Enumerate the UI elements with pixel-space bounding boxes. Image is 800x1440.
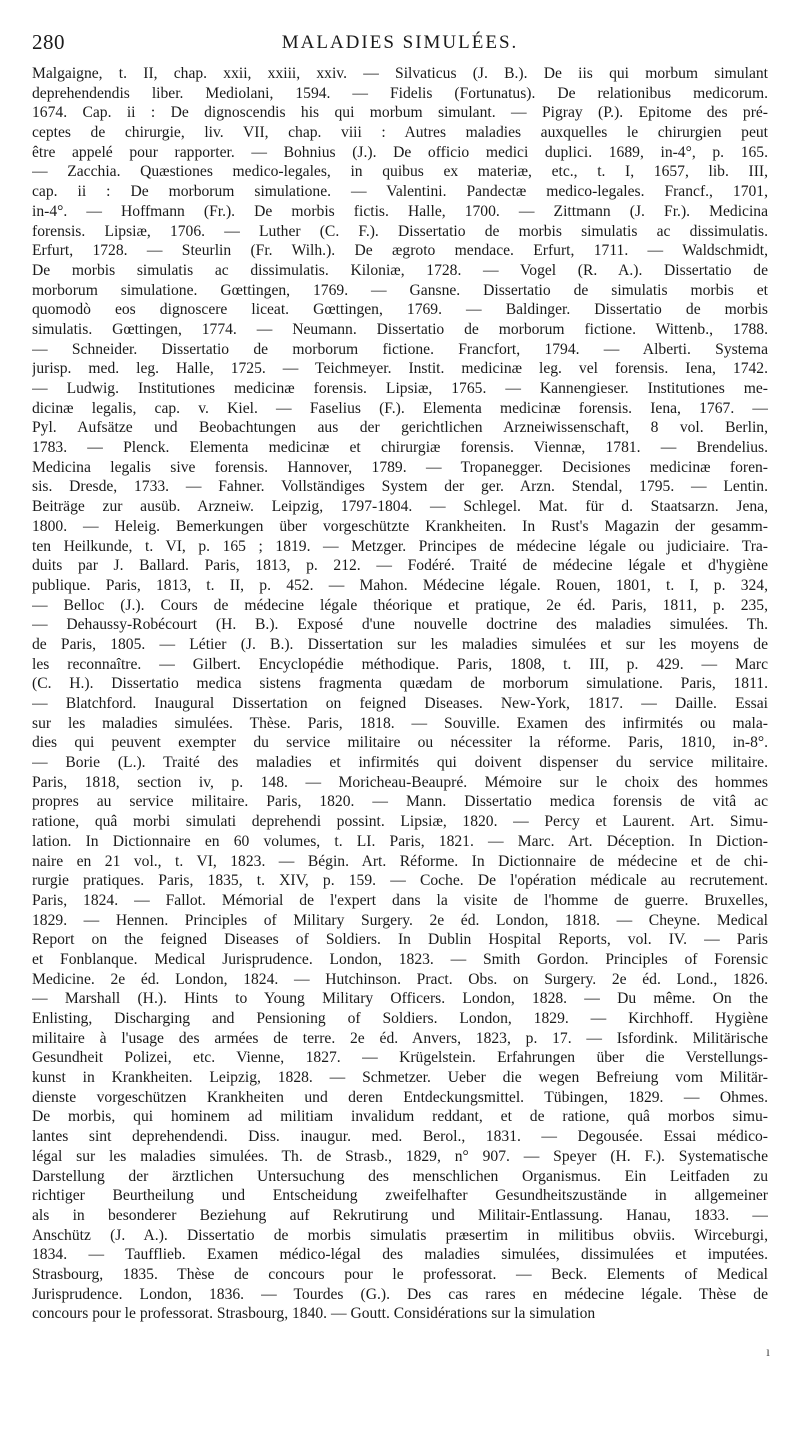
text-line: (C. H.). Dissertatio medica sistens fragmenta quædam de morborum simulatione. Paris, 1811.: [32, 675, 768, 693]
text-line: sur les maladies simulées. Thèse. Paris, 1818. — Souville. Examen des infirmités ou mala-: [32, 714, 768, 732]
text-line: Paris, 1824. — Fallot. Mémorial de l'expert dans la visite de l'homme de guerre. Bruxelles,: [32, 891, 768, 909]
text-line: concours pour le professorat. Strasbourg, 1840. — Goutt. Considérations sur la simulation: [32, 1305, 596, 1323]
text-line: 1783. — Plenck. Elementa medicinæ et chirurgiæ forensis. Viennæ, 1781. — Brendelius.: [32, 439, 768, 457]
text-line: ratione, quâ morbi simulati deprehendi possint. Lipsiæ, 1820. — Percy et Laurent. Art. Simu-: [32, 813, 768, 831]
text-line: 1834. — Taufflieb. Examen médico-légal des maladies simulées, dissimulées et imputées.: [32, 1246, 768, 1264]
text-line: — Blatchford. Inaugural Dissertation on feigned Diseases. New-York, 1817. — Daille. Essai: [32, 695, 768, 712]
text-line: publique. Paris, 1813, t. II, p. 452. — Mahon. Médecine légale. Rouen, 1801, t. I, p. 324,: [32, 576, 768, 594]
text-line: als in besonderer Beziehung auf Rekrutirung und Militair-Entlassung. Hanau, 1833. —: [32, 1206, 768, 1224]
text-line: Erfurt, 1728. — Steurlin (Fr. Wilh.). De ægroto mendace. Erfurt, 1711. — Waldschmidt,: [32, 242, 768, 260]
text-line: Medicine. 2e éd. London, 1824. — Hutchinson. Pract. Obs. on Surgery. 2e éd. Lond., 1826.: [32, 970, 768, 988]
page-header: [32, 30, 768, 56]
text-line: — Zacchia. Quæstiones medico-legales, in quibus ex materiæ, etc., t. I, 1657, lib. III,: [32, 163, 768, 181]
text-line: les reconnaître. — Gilbert. Encyclopédie méthodique. Paris, 1808, t. III, p. 429. — Marc: [32, 655, 768, 673]
text-line: kunst in Krankheiten. Leipzig, 1828. — Schmetzer. Ueber die wegen Befreiung vom Militär-: [32, 1069, 768, 1087]
text-line: jurisp. med. leg. Halle, 1725. — Teichmeyer. Instit. medicinæ leg. vel forensis. Iena, 1742.: [32, 360, 768, 378]
text-line: cap. ii : De morborum simulatione. — Valentini. Pandectæ medico-legales. Francf., 1701,: [32, 183, 768, 201]
text-line: duits par J. Ballard. Paris, 1813, p. 212. — Fodéré. Traité de médecine légale et d'hygiène: [32, 557, 768, 575]
text-line: ten Heilkunde, t. VI, p. 165 ; 1819. — Metzger. Principes de médecine légale ou judiciaire. Tra-: [32, 537, 768, 555]
text-line: — Belloc (J.). Cours de médecine légale théorique et pratique, 2e éd. Paris, 1811, p. 235,: [32, 596, 768, 614]
text-line: Beiträge zur ausüb. Arzneiw. Leipzig, 1797-1804. — Schlegel. Mat. für d. Staatsarzn. Jena,: [32, 498, 768, 516]
text-line: Report on the feigned Diseases of Soldiers. In Dublin Hospital Reports, vol. IV. — Paris: [32, 931, 768, 949]
text-line: lantes sint deprehendendi. Diss. inaugur. med. Berol., 1831. — Degousée. Essai médico-: [32, 1128, 768, 1146]
text-line: Gesundheit Polizei, etc. Vienne, 1827. — Krügelstein. Erfahrungen über die Verstellungs-: [32, 1049, 768, 1067]
text-line: — Schneider. Dissertatio de morborum fictione. Francfort, 1794. — Alberti. Systema: [32, 340, 768, 358]
text-line: Anschütz (J. A.). Dissertatio de morbis simulatis præsertim in militibus obviis. Wirceburgi,: [32, 1226, 768, 1244]
text-line: et Fonblanque. Medical Jurisprudence. London, 1823. — Smith Gordon. Principles of Forensic: [32, 950, 768, 968]
text-line: être appelé pour rapporter. — Bohnius (J.). De officio medici duplici. 1689, in-4°, p. 165.: [32, 143, 768, 161]
text-line: 1800. — Heleig. Bemerkungen über vorgeschützte Krankheiten. In Rust's Magazin der gesamm-: [32, 517, 768, 535]
text-line: — Ludwig. Institutiones medicinæ forensis. Lipsiæ, 1765. — Kannengieser. Institutiones me-: [32, 380, 768, 397]
margin-mark: ı: [766, 1345, 770, 1360]
text-line: forensis. Lipsiæ, 1706. — Luther (C. F.). Dissertatio de morbis simulatis ac dissimulatis.: [32, 222, 768, 240]
text-line: légal sur les maladies simulées. Th. de Strasb., 1829, n° 907. — Speyer (H. F.). Systematische: [32, 1147, 768, 1165]
text-line: morborum simulatione. Gœttingen, 1769. — Gansne. Dissertatio de simulatis morbis et: [32, 281, 768, 299]
text-line: simulatis. Gœttingen, 1774. — Neumann. Dissertatio de morborum fictione. Wittenb., 1788.: [32, 320, 768, 338]
page-number: 280: [32, 30, 65, 54]
text-line: — Dehaussy-Robécourt (H. B.). Exposé d'une nouvelle doctrine des maladies simulées. Th.: [32, 616, 768, 634]
text-line: 1829. — Hennen. Principles of Military Surgery. 2e éd. London, 1818. — Cheyne. Medical: [32, 911, 768, 929]
text-line: 1674. Cap. ii : De dignoscendis his qui morbum simulant. — Pigray (P.). Epitome des pré-: [32, 104, 768, 122]
text-line: Malgaigne, t. II, chap. xxii, xxiii, xxiv. — Silvaticus (J. B.). De iis qui morbum simulant: [32, 65, 768, 82]
text-line: ceptes de chirurgie, liv. VII, chap. viii : Autres maladies auxquelles le chirurgien peut: [32, 124, 768, 142]
text-line: Strasbourg, 1835. Thèse de concours pour le professorat. — Beck. Elements of Medical: [32, 1265, 768, 1283]
text-line: sis. Dresde, 1733. — Fahner. Vollständiges System der ger. Arzn. Stendal, 1795. — Lentin.: [32, 478, 768, 496]
text-line: Paris, 1818, section iv, p. 148. — Moricheau-Beaupré. Mémoire sur le choix des hommes: [32, 773, 768, 791]
running-title: MALADIES SIMULÉES.: [281, 32, 519, 53]
text-line: Pyl. Aufsätze und Beobachtungen aus der gerichtlichen Arzneiwissenschaft, 8 vol. Berlin,: [32, 419, 768, 437]
text-line: de Paris, 1805. — Létier (J. B.). Dissertation sur les maladies simulées et sur les moyens de: [32, 635, 768, 653]
text-line: Enlisting, Discharging and Pensioning of Soldiers. London, 1829. — Kirchhoff. Hygiène: [32, 1010, 768, 1027]
text-line: Jurisprudence. London, 1836. — Tourdes (G.). Des cas rares en médecine légale. Thèse de: [32, 1285, 768, 1303]
text-line: dies qui peuvent exempter du service militaire ou nécessiter la réforme. Paris, 1810, in-8°.: [32, 734, 768, 752]
text-line: De morbis, qui hominem ad militiam invalidum reddant, et de ratione, quâ morbos simu-: [32, 1108, 768, 1126]
text-line: in-4°. — Hoffmann (Fr.). De morbis fictis. Halle, 1700. — Zittmann (J. Fr.). Medicina: [32, 202, 768, 220]
text-line: — Marshall (H.). Hints to Young Military Officers. London, 1828. — Du même. On the: [32, 990, 768, 1008]
text-line: deprehendendis liber. Mediolani, 1594. — Fidelis (Fortunatus). De relationibus medicorum.: [32, 84, 768, 102]
text-line: propres au service militaire. Paris, 1820. — Mann. Dissertatio medica forensis de vitâ ac: [32, 793, 768, 811]
bibliography-text: [32, 64, 768, 1390]
text-line: rurgie pratiques. Paris, 1835, t. XIV, p. 159. — Coche. De l'opération médicale au recrutement.: [32, 872, 768, 890]
text-line: — Borie (L.). Traité des maladies et infirmités qui doivent dispenser du service militaire.: [32, 754, 768, 772]
text-line: militaire à l'usage des armées de terre. 2e éd. Anvers, 1823, p. 17. — Isfordink. Militärische: [32, 1029, 768, 1047]
text-line: dicinæ legalis, cap. v. Kiel. — Faselius (F.). Elementa medicinæ forensis. Iena, 1767. —: [32, 399, 768, 417]
text-line: Medicina legalis sive forensis. Hannover, 1789. — Tropanegger. Decisiones medicinæ foren-: [32, 458, 768, 476]
text-line: dienste vorgeschützen Krankheiten und deren Entdeckungsmittel. Tübingen, 1829. — Ohmes.: [32, 1088, 768, 1106]
text-line: naire en 21 vol., t. VI, 1823. — Bégin. Art. Réforme. In Dictionnaire de médecine et de chi-: [32, 852, 768, 870]
text-line: De morbis simulatis ac dissimulatis. Kiloniæ, 1728. — Vogel (R. A.). Dissertatio de: [32, 261, 768, 279]
text-line: richtiger Beurtheilung und Entscheidung zweifelhafter Gesundheitszustände in allgemeiner: [32, 1187, 768, 1205]
text-line: Darstellung der ärztlichen Untersuchung des menschlichen Organismus. Ein Leitfaden zu: [32, 1167, 768, 1185]
text-line: quomodò eos dignoscere liceat. Gœttingen, 1769. — Baldinger. Dissertatio de morbis: [32, 301, 768, 319]
text-line: lation. In Dictionnaire en 60 volumes, t. LI. Paris, 1821. — Marc. Art. Déception. In Diction-: [32, 832, 768, 850]
